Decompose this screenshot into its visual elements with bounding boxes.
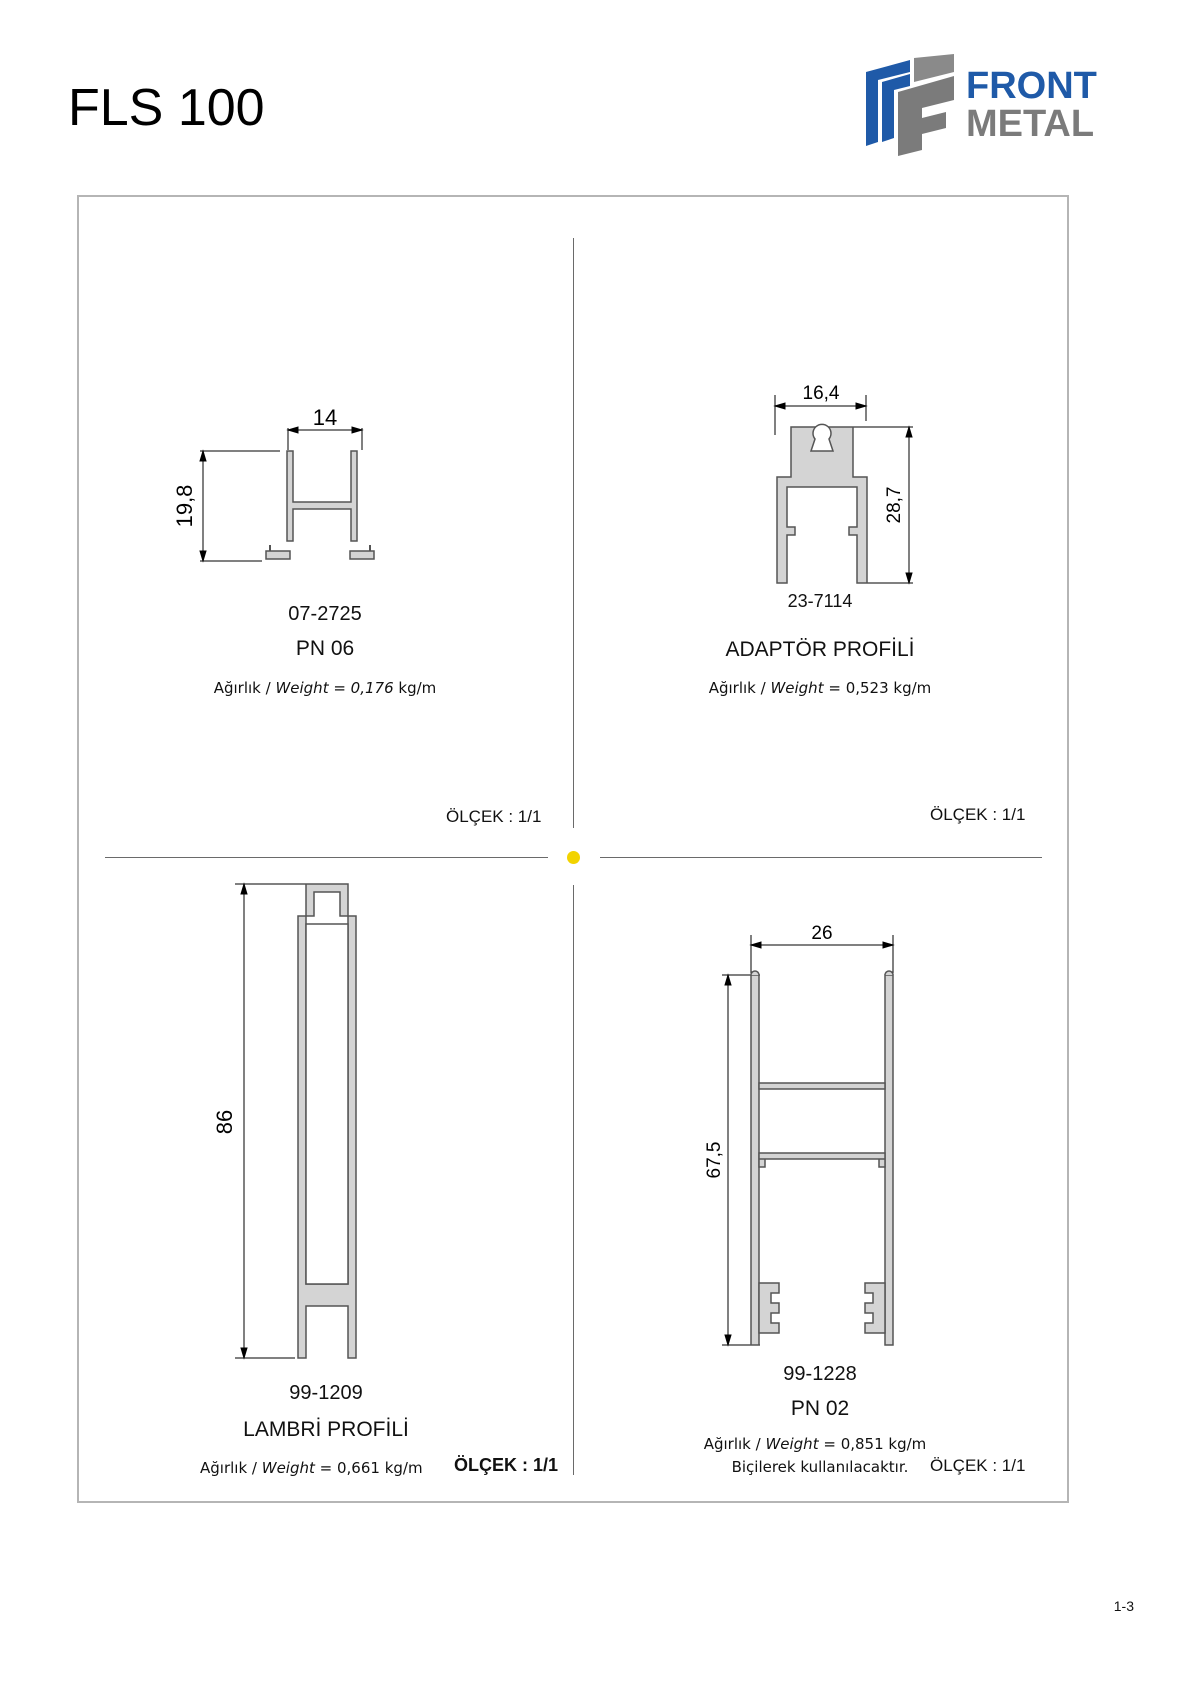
dim-width-26: 26 xyxy=(811,923,833,944)
weight-label: Ağırlık / xyxy=(213,679,276,697)
dim-height-86: 86 xyxy=(212,1109,237,1135)
profile-weight xyxy=(200,1459,440,1477)
weight-label: Ağırlık / xyxy=(703,1435,766,1453)
weight-italic: Weight = xyxy=(261,1459,333,1477)
profile-name: LAMBRİ PROFİLİ xyxy=(243,1418,409,1441)
weight-label: Ağırlık / xyxy=(200,1459,262,1477)
divider-vertical-bottom xyxy=(573,885,574,1475)
scale-label: ÖLÇEK : 1/1 xyxy=(454,1455,559,1475)
weight-unit: 0,851 kg/m xyxy=(835,1435,927,1453)
scale-label: ÖLÇEK : 1/1 xyxy=(930,805,1026,824)
profile-name: PN 06 xyxy=(295,637,355,660)
divider-horizontal-left xyxy=(105,857,548,858)
profile-code: 07-2725 xyxy=(288,603,362,625)
dim-width-14: 14 xyxy=(312,405,338,430)
scale-label: ÖLÇEK : 1/1 xyxy=(446,807,542,826)
profile-name: ADAPTÖR PROFİLİ xyxy=(725,638,915,661)
profile-99-1228-drawing xyxy=(690,915,920,1355)
page-title: FLS 100 xyxy=(68,79,265,137)
dim-width-16-4: 16,4 xyxy=(802,383,840,404)
dim-height-28-7: 28,7 xyxy=(884,486,905,524)
scale-label: ÖLÇEK : 1/1 xyxy=(930,1456,1026,1475)
weight-italic: Weight = xyxy=(765,1435,836,1453)
profile-weight xyxy=(650,1435,980,1453)
logo-front-text: FRONT xyxy=(966,65,1097,107)
profile-code: 99-1209 xyxy=(289,1382,363,1404)
weight-unit: 0,661 kg/m xyxy=(332,1459,423,1477)
front-metal-logo xyxy=(862,54,1142,158)
weight-unit: 0,523 kg/m xyxy=(840,679,932,697)
dim-height-19-8: 19,8 xyxy=(172,484,197,528)
profile-weight xyxy=(660,679,980,697)
center-dot xyxy=(567,851,580,864)
profile-code: 99-1228 xyxy=(783,1363,857,1385)
profile-99-1209-drawing xyxy=(200,870,380,1370)
profile-name: PN 02 xyxy=(790,1397,850,1420)
profile-weight xyxy=(160,679,490,697)
divider-horizontal-right xyxy=(600,857,1042,858)
weight-label: Ağırlık / xyxy=(708,679,771,697)
weight-italic: Weight = xyxy=(770,679,841,697)
profile-23-7114-drawing xyxy=(765,375,935,595)
weight-unit: kg/m xyxy=(393,679,437,697)
profile-code: 23-7114 xyxy=(787,591,853,611)
divider-vertical-top xyxy=(573,238,574,828)
profile-07-2725-drawing xyxy=(170,395,400,575)
logo-metal-text: METAL xyxy=(966,103,1095,145)
logo-mark-gray xyxy=(898,76,954,156)
weight-italic: Weight = 0,176 xyxy=(275,679,394,697)
dim-height-67-5: 67,5 xyxy=(704,1141,725,1179)
page-number: 1-3 xyxy=(1113,1598,1134,1614)
profile-note: Biçilerek kullanılacaktır. xyxy=(731,1458,909,1476)
